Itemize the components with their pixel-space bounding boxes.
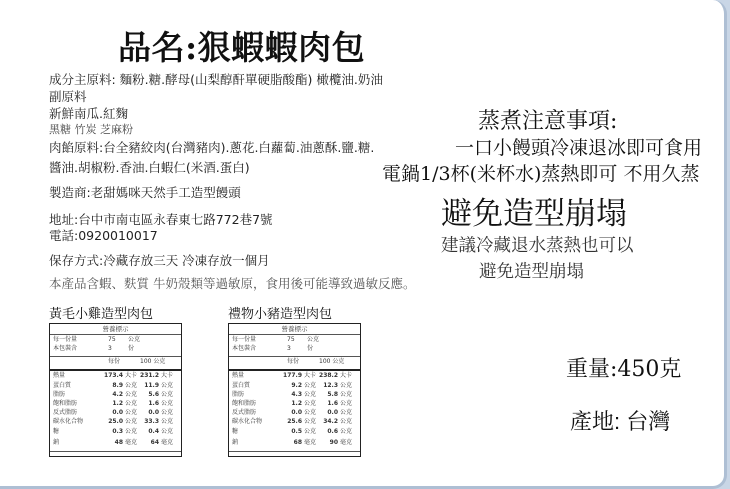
variant-a-label: 黃毛小雞造型肉包 xyxy=(49,307,154,322)
nutrition-row xyxy=(232,419,357,427)
per-100g-value: 238.2 xyxy=(319,372,338,379)
suggest-line2: 避免造型崩塌 xyxy=(479,262,584,282)
per-100g-unit: 大卡 xyxy=(161,372,174,379)
serving-label: 每一份量 xyxy=(232,336,257,343)
nutrient-name: 飽和脂肪 xyxy=(53,400,78,407)
product-title: 品名:狠蝦蝦肉包 xyxy=(118,28,366,67)
per-100g-unit: 公克 xyxy=(161,400,174,407)
nutrient-name: 蛋白質 xyxy=(232,382,251,389)
per-serving-value: 25.6 xyxy=(287,418,302,425)
per-serving-value: 25.0 xyxy=(108,418,123,425)
per-100g-value: 64 xyxy=(150,439,159,446)
per-100g-unit: 公克 xyxy=(161,382,174,389)
serving-label: 每一份量 xyxy=(53,336,78,343)
nutrition-row xyxy=(232,401,357,409)
address: 地址:台中市南屯區永春東七路772巷7號 xyxy=(49,212,273,227)
per-serving-unit: 公克 xyxy=(304,400,317,407)
per-100g-value: 0.0 xyxy=(327,409,338,416)
per-serving-value: 4.2 xyxy=(112,391,123,398)
nutrient-name: 反式脂肪 xyxy=(232,409,257,416)
per-serving-value: 9.2 xyxy=(291,382,302,389)
per-100g-unit: 公克 xyxy=(340,418,353,425)
suggest-line1: 建議冷藏退水蒸熱也可以 xyxy=(441,236,634,256)
nutrient-name: 糖 xyxy=(232,428,239,435)
nutrient-name: 碳水化合物 xyxy=(232,418,263,425)
filling-line1: 肉餡原料:台全豬絞肉(台灣豬肉).蔥花.白蘿蔔.油蔥酥.鹽.糖. xyxy=(49,140,375,155)
per-serving-value: 177.9 xyxy=(283,372,302,379)
nutrient-name: 脂肪 xyxy=(232,391,245,398)
serving-unit: 公克 xyxy=(307,336,320,343)
nutrition-row xyxy=(53,383,178,391)
per-100g-unit: 公克 xyxy=(340,428,353,435)
count-value: 3 xyxy=(287,345,291,352)
per-serving-value: 1.2 xyxy=(112,400,123,407)
column-per-serving: 每份 xyxy=(287,358,300,365)
nutrient-name: 飽和脂肪 xyxy=(232,400,257,407)
per-100g-value: 33.3 xyxy=(144,418,159,425)
nutrient-name: 蛋白質 xyxy=(53,382,72,389)
manufacturer: 製造商:老甜媽咪天然手工造型饅頭 xyxy=(49,185,241,200)
per-serving-value: 0.0 xyxy=(112,409,123,416)
count-label: 本包裝含 xyxy=(232,345,257,352)
nutrition-row xyxy=(53,419,178,427)
nutrient-name: 脂肪 xyxy=(53,391,66,398)
serving-size-row xyxy=(232,337,352,345)
per-serving-unit: 大卡 xyxy=(125,372,138,379)
cooking-title: 蒸煮注意事項: xyxy=(478,109,618,134)
warning-heading: 避免造型崩塌 xyxy=(441,196,627,232)
per-serving-unit: 公克 xyxy=(125,428,138,435)
count-value: 3 xyxy=(108,345,112,352)
nutrition-row xyxy=(232,440,357,448)
serving-size-row xyxy=(53,337,173,345)
per-serving-unit: 毫克 xyxy=(304,439,317,446)
per-serving-unit: 公克 xyxy=(125,391,138,398)
nutrition-table-b xyxy=(228,323,361,457)
ingredients-sub-title: 副原料 xyxy=(49,89,87,104)
per-100g-value: 1.6 xyxy=(148,400,159,407)
per-serving-value: 4.3 xyxy=(291,391,302,398)
nutrient-name: 反式脂肪 xyxy=(53,409,78,416)
column-per-100g: 100 公克 xyxy=(319,358,345,365)
nutrition-row xyxy=(53,401,178,409)
count-label: 本包裝含 xyxy=(53,345,78,352)
nutrient-name: 鈉 xyxy=(232,439,239,446)
nutrient-name: 熱量 xyxy=(53,372,66,379)
per-serving-value: 1.2 xyxy=(291,400,302,407)
per-serving-unit: 公克 xyxy=(304,409,317,416)
nutrition-table-a xyxy=(49,323,182,457)
variant-b-label: 禮物小豬造型肉包 xyxy=(228,307,333,322)
per-100g-unit: 公克 xyxy=(340,391,353,398)
ingredients-sub-line1: 新鮮南瓜.紅麴 xyxy=(49,106,128,121)
nutrient-name: 鈉 xyxy=(53,439,60,446)
per-100g-unit: 公克 xyxy=(161,428,174,435)
nutrition-row xyxy=(232,410,357,418)
per-serving-value: 48 xyxy=(114,439,123,446)
per-100g-unit: 公克 xyxy=(161,391,174,398)
nutrition-header: 營養標示 xyxy=(102,325,129,333)
net-weight: 重量:450克 xyxy=(566,357,682,382)
per-100g-unit: 公克 xyxy=(161,409,174,416)
per-serving-unit: 公克 xyxy=(125,382,138,389)
per-100g-value: 0.0 xyxy=(148,409,159,416)
per-serving-value: 68 xyxy=(293,439,302,446)
cooking-line1: 一口小饅頭冷凍退冰即可食用 xyxy=(455,137,703,159)
per-100g-value: 34.2 xyxy=(323,418,338,425)
nutrition-row xyxy=(53,440,178,448)
nutrition-row xyxy=(53,392,178,400)
per-serving-value: 8.9 xyxy=(112,382,123,389)
per-serving-unit: 公克 xyxy=(304,391,317,398)
per-serving-value: 0.0 xyxy=(291,409,302,416)
nutrition-row xyxy=(53,410,178,418)
per-serving-unit: 公克 xyxy=(304,418,317,425)
serving-value: 75 xyxy=(287,336,295,343)
per-100g-unit: 公克 xyxy=(340,409,353,416)
origin: 產地: 台灣 xyxy=(570,409,671,434)
nutrient-name: 熱量 xyxy=(232,372,245,379)
per-serving-unit: 公克 xyxy=(125,418,138,425)
ingredients-main: 成分主原料: 麵粉.糖.酵母(山梨醇酐單硬脂酸酯) 橄欖油.奶油 xyxy=(49,72,383,87)
per-100g-unit: 大卡 xyxy=(340,372,353,379)
per-100g-unit: 公克 xyxy=(340,400,353,407)
per-100g-value: 5.8 xyxy=(327,391,338,398)
nutrition-header: 營養標示 xyxy=(281,325,308,333)
per-100g-value: 0.4 xyxy=(148,428,159,435)
per-100g-unit: 公克 xyxy=(161,418,174,425)
cooking-line2: 電鍋1/3杯(米杯水)蒸熱即可 不用久蒸 xyxy=(382,163,700,185)
per-serving-unit: 公克 xyxy=(304,382,317,389)
per-serving-unit: 大卡 xyxy=(304,372,317,379)
per-100g-value: 11.9 xyxy=(144,382,159,389)
servings-count-row xyxy=(53,346,173,354)
per-serving-unit: 毫克 xyxy=(125,439,138,446)
per-100g-value: 12.3 xyxy=(323,382,338,389)
nutrition-row xyxy=(53,373,178,381)
nutrition-row xyxy=(232,383,357,391)
per-100g-value: 1.6 xyxy=(327,400,338,407)
per-100g-unit: 毫克 xyxy=(340,439,353,446)
nutrition-row xyxy=(53,429,178,437)
per-serving-unit: 公克 xyxy=(125,409,138,416)
per-serving-value: 0.3 xyxy=(112,428,123,435)
nutrient-name: 糖 xyxy=(53,428,60,435)
per-100g-value: 5.6 xyxy=(148,391,159,398)
nutrition-row xyxy=(232,429,357,437)
column-per-100g: 100 公克 xyxy=(140,358,166,365)
per-serving-unit: 公克 xyxy=(304,428,317,435)
column-per-serving: 每份 xyxy=(108,358,121,365)
allergen-notice: 本產品含蝦、麩質 牛奶殼類等過敏原，食用後可能導致過敏反應。 xyxy=(49,276,416,291)
count-unit: 份 xyxy=(307,345,314,352)
filling-line2: 醬油.胡椒粉.香油.白蝦仁(米酒.蛋白) xyxy=(49,160,250,175)
nutrition-row xyxy=(232,373,357,381)
count-unit: 份 xyxy=(128,345,135,352)
serving-value: 75 xyxy=(108,336,116,343)
per-100g-unit: 公克 xyxy=(340,382,353,389)
per-100g-value: 0.6 xyxy=(327,428,338,435)
ingredients-sub-line2: 黑糖 竹炭 芝麻粉 xyxy=(49,123,133,136)
per-100g-unit: 毫克 xyxy=(161,439,174,446)
servings-count-row xyxy=(232,346,352,354)
nutrient-name: 碳水化合物 xyxy=(53,418,84,425)
per-100g-value: 90 xyxy=(329,439,338,446)
per-100g-value: 231.2 xyxy=(140,372,159,379)
per-serving-unit: 公克 xyxy=(125,400,138,407)
storage: 保存方式:冷藏存放三天 冷凍存放一個月 xyxy=(49,253,270,268)
per-serving-value: 173.4 xyxy=(104,372,123,379)
per-serving-value: 0.5 xyxy=(291,428,302,435)
nutrition-row xyxy=(232,392,357,400)
serving-unit: 公克 xyxy=(128,336,141,343)
phone: 電話:0920010017 xyxy=(49,228,158,243)
